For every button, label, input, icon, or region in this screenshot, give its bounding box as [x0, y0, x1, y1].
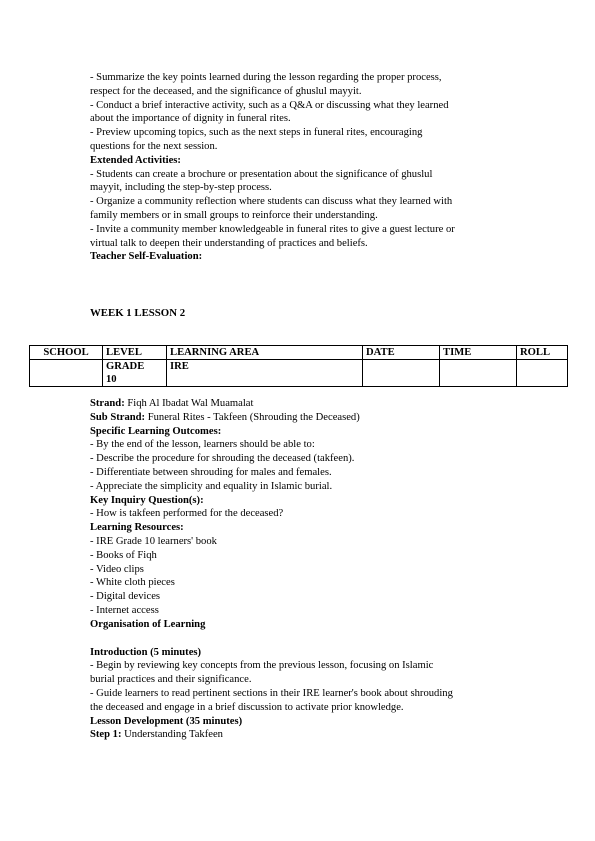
lesson-development-heading: Lesson Development (35 minutes)	[90, 715, 243, 727]
extended-activity-line: family members or in small groups to reinforce their understanding.	[90, 209, 378, 221]
extended-activity-line: - Invite a community member knowledgeable in funeral rites to give a guest lecture or	[90, 223, 455, 235]
conclusion-line: respect for the deceased, and the significance of ghuslul mayyit.	[90, 85, 362, 97]
outcome-item: - Appreciate the simplicity and equality in Islamic burial.	[90, 480, 333, 492]
resource-item: - IRE Grade 10 learners' book	[90, 535, 217, 547]
step-line	[90, 728, 520, 742]
extended-activities-heading: Extended Activities:	[90, 154, 181, 166]
outcome-item: - Differentiate between shrouding for males and females.	[90, 466, 332, 478]
teacher-self-evaluation-heading: Teacher Self-Evaluation:	[90, 251, 203, 263]
previous-lesson-conclusion	[90, 71, 520, 264]
resource-item: - Internet access	[90, 604, 159, 616]
sub-strand-label: Sub Strand:	[90, 411, 146, 423]
sub-strand-line	[90, 411, 520, 425]
introduction-line: burial practices and their significance.	[90, 674, 252, 686]
school-header: SCHOOL	[30, 346, 103, 360]
learning-area-header: LEARNING AREA	[167, 346, 363, 360]
introduction-line: - Begin by reviewing key concepts from the previous lesson, focusing on Islamic	[90, 660, 434, 672]
outcome-item: - By the end of the lesson, learners should be able to:	[90, 439, 315, 451]
time-cell	[440, 360, 517, 387]
outcomes-heading: Specific Learning Outcomes:	[90, 425, 222, 437]
level-header: LEVEL	[103, 346, 167, 360]
school-cell	[30, 360, 103, 387]
lesson-plan-body	[90, 397, 520, 742]
date-header: DATE	[363, 346, 440, 360]
step-value: Understanding Takfeen	[121, 729, 223, 741]
introduction-line: the deceased and engage in a brief discussion to activate prior knowledge.	[90, 701, 404, 713]
resource-item: - Books of Fiqh	[90, 549, 157, 561]
resource-item: - White cloth pieces	[90, 577, 175, 589]
roll-cell	[517, 360, 568, 387]
roll-header: ROLL	[517, 346, 568, 360]
conclusion-line: - Preview upcoming topics, such as the next steps in funeral rites, encouraging	[90, 127, 423, 139]
extended-activity-line: virtual talk to deepen their understanding of practices and beliefs.	[90, 237, 368, 249]
conclusion-line: - Summarize the key points learned during the lesson regarding the proper process,	[90, 72, 442, 83]
outcome-item: - Describe the procedure for shrouding the deceased (takfeen).	[90, 453, 355, 465]
resource-item: - Video clips	[90, 563, 144, 575]
introduction-heading: Introduction (5 minutes)	[90, 646, 202, 658]
extended-activity-line: - Organize a community reflection where students can discuss what they learned with	[90, 196, 453, 208]
time-header: TIME	[440, 346, 517, 360]
date-cell	[363, 360, 440, 387]
level-cell	[103, 360, 167, 387]
lesson-info-table	[29, 345, 568, 387]
week-lesson-heading: WEEK 1 LESSON 2	[90, 307, 186, 319]
strand-line	[90, 397, 520, 411]
table-row	[30, 360, 568, 387]
inquiry-item: - How is takfeen performed for the deceased?	[90, 508, 284, 520]
learning-area-cell: IRE	[167, 360, 363, 387]
strand-value: Fiqh Al Ibadat Wal Muamalat	[124, 398, 254, 409]
extended-activity-line: - Students can create a brochure or presentation about the significance of ghuslul	[90, 168, 433, 180]
conclusion-line: - Conduct a brief interactive activity, such as a Q&A or discussing what they learned	[90, 99, 449, 111]
strand-label: Strand:	[90, 398, 125, 409]
level-grade: GRADE	[106, 361, 145, 372]
spacer	[90, 632, 520, 646]
table-header-row	[30, 346, 568, 360]
resource-item: - Digital devices	[90, 591, 161, 603]
resources-heading: Learning Resources:	[90, 522, 184, 534]
level-number: 10	[106, 374, 117, 385]
extended-activity-line: mayyit, including the step-by-step process.	[90, 182, 272, 194]
sub-strand-value: Funeral Rites - Takfeen (Shrouding the Deceased)	[145, 411, 360, 423]
step-label: Step 1:	[90, 729, 122, 741]
introduction-line: - Guide learners to read pertinent sections in their IRE learner's book about shrouding	[90, 687, 453, 699]
conclusion-line: questions for the next session.	[90, 140, 218, 152]
conclusion-line: about the importance of dignity in funeral rites.	[90, 113, 291, 125]
organisation-heading: Organisation of Learning	[90, 618, 206, 630]
inquiry-heading: Key Inquiry Question(s):	[90, 494, 204, 506]
